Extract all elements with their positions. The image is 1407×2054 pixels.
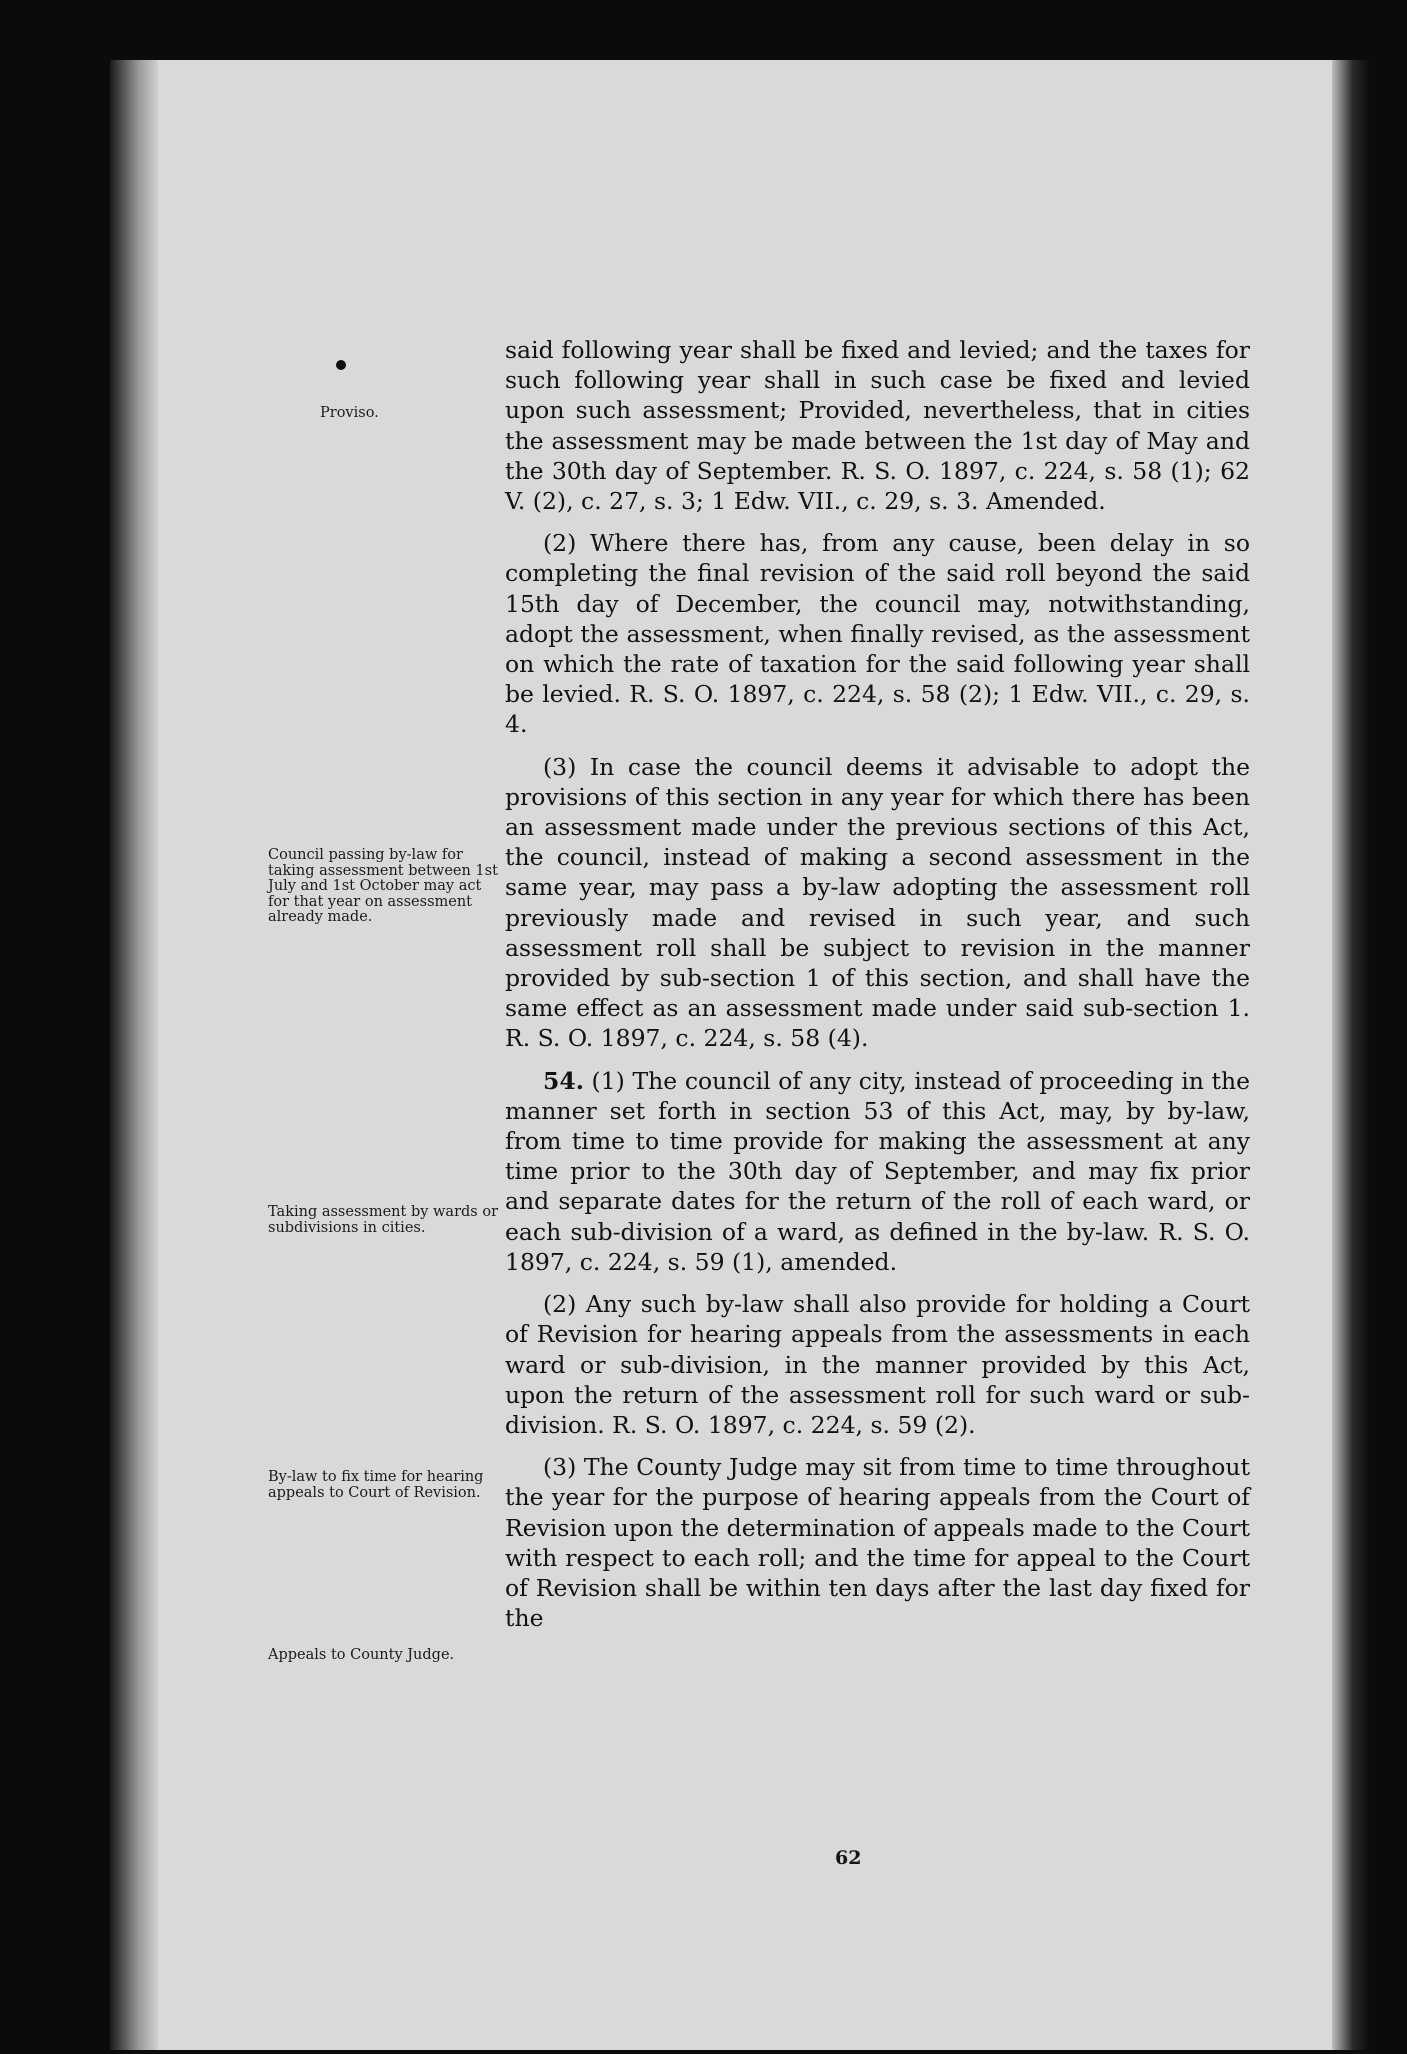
scanned-page — [110, 60, 1370, 2050]
page-edge-shadow — [1332, 60, 1370, 2050]
ink-dot — [336, 360, 346, 370]
margin-note-council-passing: Council passing by-law for taking assessment between 1st July and 1st October may act for that year on assessment already made. — [268, 847, 498, 925]
paragraph: (3) The County Judge may sit from time to time throughout the year for the purpose of hearing appeals from the Court of Revision upon the determination of appeals made to the Court with respect to each roll; and the time for appeal to the Court of Revision shall be within ten days after the last day fixed for the — [505, 1453, 1250, 1633]
book-spine-shadow — [110, 60, 158, 2050]
paragraph: said following year shall be fixed and levied; and the taxes for such following year shall in such case be fixed and levied upon such assessment; Provided, nevertheless, that in cities the assessment may be made between the 1st day of May and the 30th day of September. R. S. O. 1897, c. 224, s. 58 (1); 62 V. (2), c. 27, s. 3; 1 Edw. VII., c. 29, s. 3. Amended. — [505, 336, 1250, 516]
body-text — [505, 335, 1250, 1645]
margin-note-appeals-county-judge: Appeals to County Judge. — [268, 1647, 455, 1663]
paragraph: (2) Where there has, from any cause, been delay in so completing the final revision of the said roll beyond the said 15th day of December, the council may, notwithstanding, adopt the assessment, when finally revised, as the assessment on which the rate of taxation for the said following year shall be levied. R. S. O. 1897, c. 224, s. 58 (2); 1 Edw. VII., c. 29, s. 4. — [505, 529, 1250, 739]
section-54-paragraph — [505, 1066, 1250, 1277]
paragraph: (2) Any such by-law shall also provide for holding a Court of Revision for hearing appeals from the assessments in each ward or sub-division, in the manner provided by this Act, upon the return of the assessment roll for such ward or sub-division. R. S. O. 1897, c. 224, s. 59 (2). — [505, 1290, 1250, 1439]
margin-note-bylaw-fix-time: By-law to fix time for hearing appeals to Court of Revision. — [268, 1469, 484, 1501]
paragraph: (3) In case the council deems it advisable to adopt the provisions of this section in any year for which there has been an assessment made under the previous sections of this Act, the council, instead of making a second assessment in the same year, may pass a by-law adopting the assessment roll previously made and revised in such year, and such assessment roll shall be subject to revision in the manner provided by sub-section 1 of this section, and shall have the same effect as an assessment made under said sub-section 1. R. S. O. 1897, c. 224, s. 58 (4). — [505, 752, 1250, 1053]
margin-note-proviso: Proviso. — [320, 405, 379, 421]
section-number: 54. — [543, 1066, 584, 1095]
paragraph-text: (1) The council of any city, instead of proceeding in the manner set forth in section 53 of this Act, may, by by-law, from time to time provide for making the assessment at any time prior to the 30th day of September, and may fix prior and separate dates for the return of the roll of each ward, or each sub-division of a ward, as defined in the by-law. R. S. O. 1897, c. 224, s. 59 (1), amended. — [505, 1066, 1250, 1276]
page-number: 62 — [835, 1847, 862, 1869]
margin-note-taking-assessment: Taking assessment by wards or subdivisions in cities. — [268, 1204, 499, 1236]
